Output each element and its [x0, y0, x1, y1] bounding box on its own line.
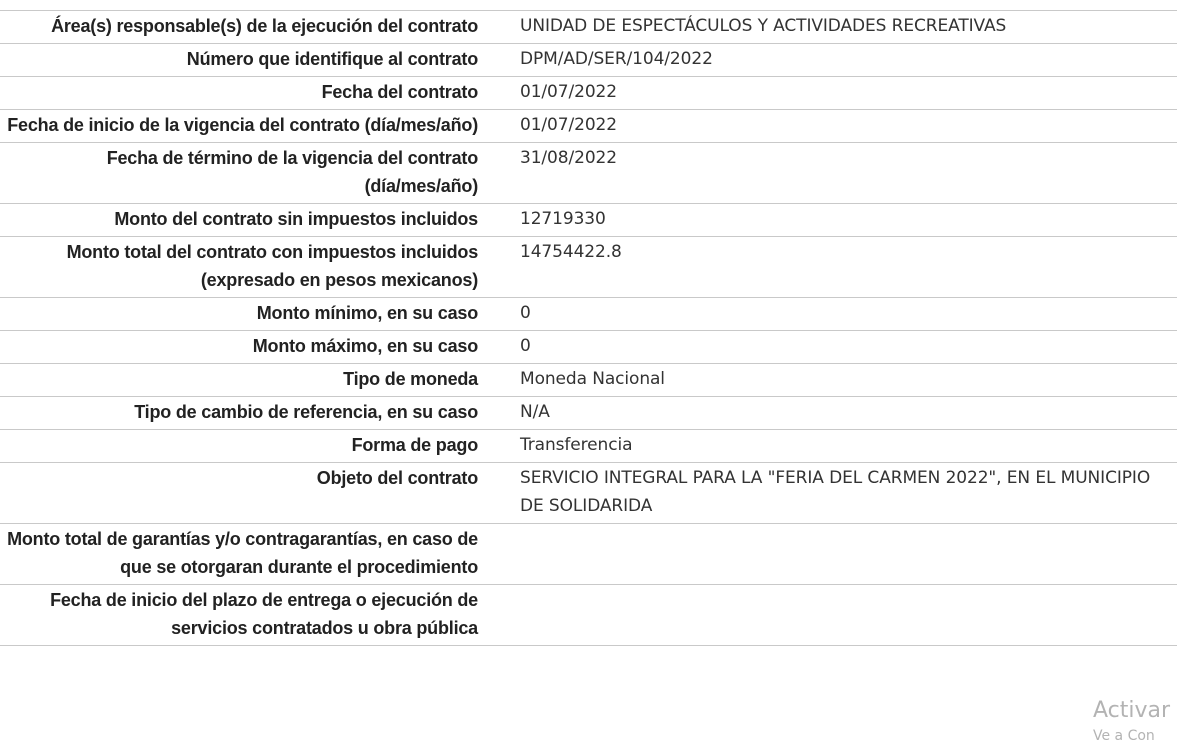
- field-label: Monto del contrato sin impuestos incluidos: [114, 209, 478, 229]
- table-row: [0, 110, 1177, 143]
- field-value: 0: [520, 336, 531, 356]
- field-label: Objeto del contrato: [316, 468, 478, 488]
- watermark-subtitle: Ve a Con: [1093, 728, 1155, 744]
- field-value: 31/08/2022: [520, 148, 617, 168]
- table-row: [0, 143, 1177, 204]
- table-row: [0, 430, 1177, 463]
- field-value: N/A: [520, 402, 550, 422]
- field-label: Fecha de inicio de la vigencia del contrato (día/mes/año): [7, 115, 478, 135]
- watermark-title: Activar: [1093, 698, 1171, 723]
- field-value: SERVICIO INTEGRAL PARA LA "FERIA DEL CARMEN 2022", EN EL MUNICIPIO DE SOLIDARIDA: [520, 468, 1151, 516]
- field-value: Moneda Nacional: [520, 369, 665, 389]
- field-label: Monto máximo, en su caso: [252, 336, 478, 356]
- field-label: Forma de pago: [351, 435, 478, 455]
- table-row: [0, 524, 1177, 585]
- field-value: 14754422.8: [520, 242, 622, 262]
- table-row: [0, 397, 1177, 430]
- field-label: Tipo de moneda: [343, 369, 478, 389]
- field-label: Fecha del contrato: [321, 82, 478, 102]
- table-row: [0, 77, 1177, 110]
- table-row: [0, 463, 1177, 524]
- field-label: Monto total de garantías y/o contragarantías, en caso de que se otorgaran durante el procedimiento: [7, 529, 478, 577]
- contract-details-table: [0, 11, 1177, 646]
- table-row: [0, 44, 1177, 77]
- table-row: [0, 204, 1177, 237]
- field-label: Fecha de inicio del plazo de entrega o ejecución de servicios contratados u obra pública: [50, 590, 478, 638]
- field-value: 0: [520, 303, 531, 323]
- table-row: [0, 585, 1177, 646]
- field-label: Área(s) responsable(s) de la ejecución del contrato: [51, 16, 478, 36]
- field-value: Transferencia: [520, 435, 633, 455]
- field-label: Fecha de término de la vigencia del contrato (día/mes/año): [106, 148, 478, 196]
- field-value: DPM/AD/SER/104/2022: [520, 49, 713, 69]
- table-row: [0, 298, 1177, 331]
- field-label: Monto total del contrato con impuestos incluidos (expresado en pesos mexicanos): [66, 242, 478, 290]
- field-value: [478, 524, 1177, 584]
- activation-watermark: [1093, 696, 1170, 746]
- field-value: 12719330: [520, 209, 606, 229]
- field-label: Monto mínimo, en su caso: [256, 303, 478, 323]
- field-value: 01/07/2022: [520, 82, 617, 102]
- table-row: [0, 237, 1177, 298]
- table-row: [0, 364, 1177, 397]
- table-row: [0, 331, 1177, 364]
- field-label: Tipo de cambio de referencia, en su caso: [134, 402, 478, 422]
- field-value: 01/07/2022: [520, 115, 617, 135]
- table-row: [0, 11, 1177, 44]
- field-label: Número que identifique al contrato: [186, 49, 478, 69]
- field-value: UNIDAD DE ESPECTÁCULOS Y ACTIVIDADES RECREATIVAS: [520, 16, 1007, 36]
- field-value: [478, 585, 1177, 645]
